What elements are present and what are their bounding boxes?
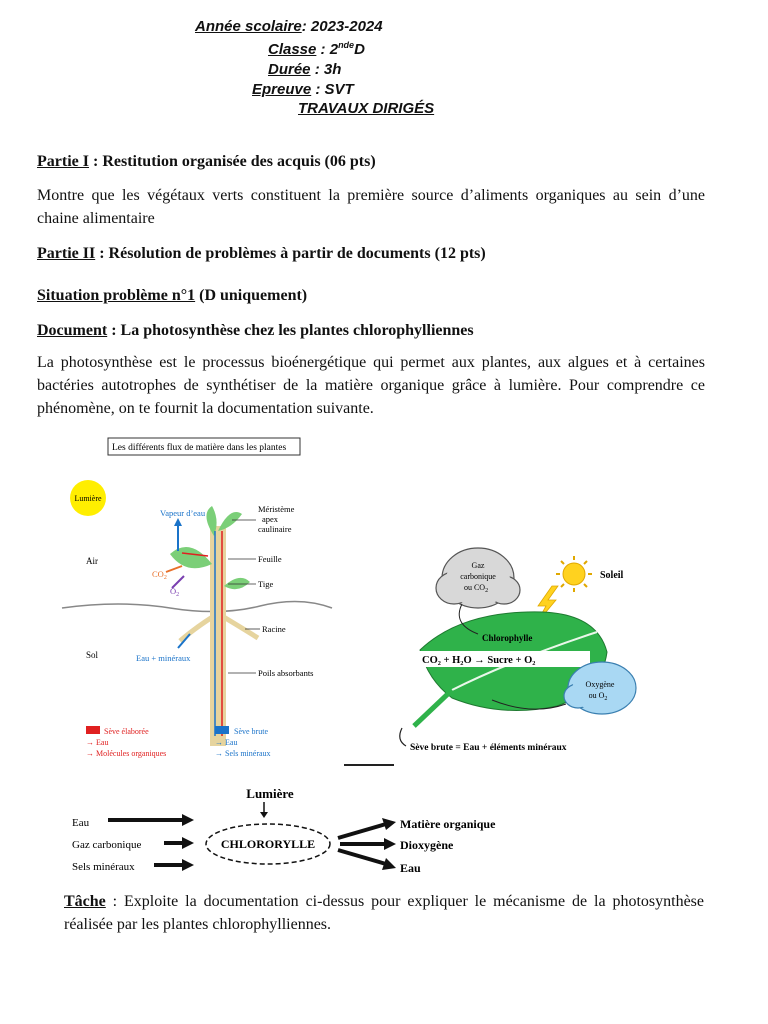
plant-flow-figure xyxy=(60,436,360,766)
situation-note: (D uniquement) xyxy=(195,287,308,304)
document-heading-text: : La photosynthèse chez les plantes chlorophylliennes xyxy=(107,322,474,339)
vapour-arrowhead xyxy=(174,518,182,526)
legend-blue-1: → Eau xyxy=(215,738,238,747)
duration-value: : 3h xyxy=(310,61,342,78)
exam-line xyxy=(252,81,354,98)
legend-blue-2: → Sels minéraux xyxy=(215,749,271,758)
legend-red-2: → Molécules organiques xyxy=(86,749,167,758)
school-year xyxy=(195,18,383,35)
air-label: Air xyxy=(86,556,98,566)
class-value-post: D xyxy=(354,41,365,58)
input-co2: Gaz carbonique xyxy=(72,839,142,851)
co2-cloud-line2: carbonique xyxy=(460,572,496,581)
o2-cloud-line1: Oxygène xyxy=(585,680,615,689)
class-label: Classe xyxy=(268,41,317,58)
legend-blue-title: Sève brute xyxy=(234,727,268,736)
water-minerals-label: Eau + minéraux xyxy=(136,653,191,663)
school-year-value: : 2023-2024 xyxy=(301,18,383,35)
schema-light-label: Lumière xyxy=(246,786,294,801)
root-label: Racine xyxy=(262,624,286,634)
part1-question: Montre que les végétaux verts constituent la première source d’aliments organiques au sein d’une chaine alimentaire xyxy=(37,187,705,227)
leaf-shape xyxy=(170,547,212,568)
o2-label: $O_2$ xyxy=(170,586,180,598)
document-heading xyxy=(37,319,705,342)
output-organic-arrow xyxy=(338,824,386,838)
page-title: TRAVAUX DIRIGÉS xyxy=(298,100,435,117)
chlorophyll-label: Chlorophylle xyxy=(482,633,533,643)
legend-red-1: → Eau xyxy=(86,738,109,747)
light-arrowhead xyxy=(260,812,268,818)
output-organic-arrowhead xyxy=(382,818,396,830)
photosynthesis-schema xyxy=(60,780,530,880)
exam-label: Epreuve xyxy=(252,81,312,98)
soil-label: Sol xyxy=(86,650,99,660)
class-sup: nde xyxy=(338,40,355,50)
part1-label: Partie I xyxy=(37,153,89,170)
situation-label: Situation problème n°1 xyxy=(37,287,196,304)
part1-heading xyxy=(37,150,705,173)
co2-label: $CO_2$ xyxy=(152,569,167,581)
sun-label: Soleil xyxy=(600,570,624,581)
output-oxygen-arrowhead xyxy=(384,838,396,850)
sun-label: Lumière xyxy=(74,494,102,503)
input-water: Eau xyxy=(72,817,90,829)
sun-icon xyxy=(556,556,592,592)
vapour-label: Vapeur d’eau xyxy=(160,508,206,518)
legend-red-swatch xyxy=(86,726,100,734)
meristem-label-3: caulinaire xyxy=(258,524,292,534)
task-paragraph xyxy=(64,890,704,936)
output-oxygen: Dioxygène xyxy=(400,838,454,852)
root-left xyxy=(180,616,214,641)
leaf-petiole xyxy=(414,690,452,726)
class-line xyxy=(268,40,365,58)
task-label: Tâche xyxy=(64,893,106,910)
soil-line xyxy=(62,601,332,611)
raw-sap-arrow xyxy=(400,728,406,746)
meristem-label-1: Méristème xyxy=(258,504,295,514)
stem-shape xyxy=(210,526,226,746)
input-minerals: Sels minéraux xyxy=(72,861,135,873)
figure-title: Les différents flux de matière dans les plantes xyxy=(112,443,287,453)
input-co2-arrowhead xyxy=(182,837,194,849)
meristem-label-2: apex xyxy=(262,514,279,524)
part2-heading xyxy=(37,242,705,265)
leaf-label: Feuille xyxy=(258,554,282,564)
part2-heading-text: : Résolution de problèmes à partir de documents (12 pts) xyxy=(95,245,486,262)
class-value: : 2 xyxy=(316,41,339,58)
co2-cloud-line3: ou $CO_2$ xyxy=(463,583,489,594)
input-minerals-arrowhead xyxy=(182,859,194,871)
meristem-leaf xyxy=(218,512,242,531)
duration-label: Durée xyxy=(268,61,311,78)
part2-label: Partie II xyxy=(37,245,96,262)
raw-sap-label: Sève brute = Eau + éléments minéraux xyxy=(410,743,567,753)
co2-cloud-line1: Gaz xyxy=(471,561,485,570)
o2-cloud-line2: ou $O_2$ xyxy=(588,691,608,702)
output-water: Eau xyxy=(400,861,421,875)
document-intro: La photosynthèse est le processus bioénergétique qui permet aux plantes, aux algues et à certaines bactéries autotrophes de synthétiser de la matière organique grâce à lumière. Pour comprendre ce phénomène, on te fournit la documentation suivante. xyxy=(37,354,705,417)
co2-arrow xyxy=(166,566,182,572)
photosynthesis-equation: CO₂ + H₂O → Sucre + O₂ xyxy=(422,655,536,666)
stem-label: Tige xyxy=(258,579,274,589)
school-year-label: Année scolaire xyxy=(195,18,302,35)
schema-center-label: CHLORORYLLE xyxy=(220,837,316,851)
exam-value: : SVT xyxy=(311,81,354,98)
situation-heading xyxy=(37,284,705,307)
leaf-photosynthesis-figure xyxy=(392,540,652,762)
duration-line xyxy=(268,61,341,78)
output-organic: Matière organique xyxy=(400,817,496,831)
document-label: Document xyxy=(37,322,108,339)
input-water-arrowhead xyxy=(182,814,194,826)
root-right xyxy=(222,616,258,638)
figure-divider xyxy=(344,764,394,766)
small-leaf xyxy=(224,578,250,589)
task-text: : Exploite la documentation ci-dessus pour expliquer le mécanisme de la photosynthèse réalisée par les plantes chlorophylliennes. xyxy=(64,893,704,933)
output-water-arrowhead xyxy=(382,858,396,870)
output-water-arrow xyxy=(338,850,386,864)
part1-heading-text: : Restitution organisée des acquis (06 pts) xyxy=(88,153,376,170)
legend-red-title: Sève élaborée xyxy=(104,727,149,736)
hairs-label: Poils absorbants xyxy=(258,668,314,678)
legend-blue-swatch xyxy=(215,726,229,734)
